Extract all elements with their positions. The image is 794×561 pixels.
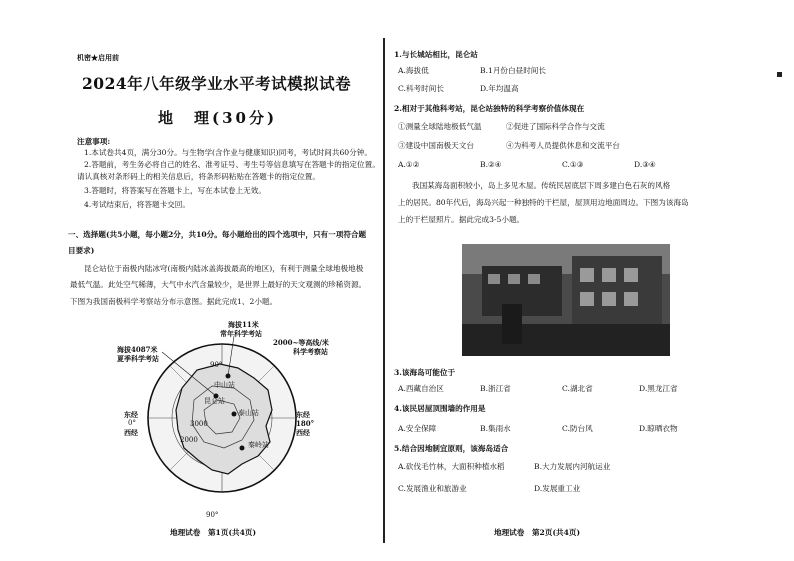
q3-option-d: D.黑龙江省 — [639, 384, 678, 393]
q4-stem: 4.该民居屋顶围墙的作用是 — [394, 404, 486, 413]
q3-option-b: B.浙江省 — [480, 384, 511, 393]
note-3: 3.答题时，将答案写在答题卡上，写在本试卷上无效。 — [84, 186, 266, 195]
q5-option-c: C.发展渔业和旅游业 — [398, 484, 467, 493]
q2-option-a: A.①② — [398, 160, 420, 169]
q3-option-c: C.湖北省 — [562, 384, 593, 393]
exam-title: 2024年八年级学业水平考试模拟试卷 — [82, 74, 352, 93]
scan-mark — [777, 72, 782, 77]
map-label-contour-2: 科学考察站 — [293, 347, 328, 356]
map-label-station-left: 海拔4087米 — [117, 345, 158, 354]
q2-statement-4: ④为科考人员提供休息和交流平台 — [506, 141, 620, 150]
section-heading: 一、选择题(共5小题，每小题2分，共10分。每小题给出的四个选项中，只有一项符合题 — [68, 230, 367, 239]
q2-statement-2: ②促进了国际科学合作与交流 — [506, 122, 605, 131]
q4-option-b: B.集雨水 — [480, 424, 511, 433]
q5-option-d: D.发展重工业 — [534, 484, 581, 493]
note-2: 2.答题前，考生务必将自己的姓名、准考证号、考生号等信息填写在答题卡的指定位置。 — [84, 160, 380, 169]
map-label-west-long: 西经 — [124, 428, 138, 437]
passage-2-line-3: 上的干栏屋照片。据此完成3-5小题。 — [398, 215, 525, 224]
q2-option-c: C.①③ — [562, 160, 584, 169]
q1-option-a: A.海拔低 — [398, 66, 429, 75]
note-1: 1.本试卷共4页，满分30分。与生物学(含作业与健康知识)同考，考试时间共60分钟。 — [84, 148, 372, 157]
map-label-east-180: 东经 — [296, 410, 310, 419]
map-label-station-top: 海拔11米 — [228, 320, 259, 329]
passage-line-1: 昆仑站位于南极内陆冰穹(南极内陆冰盖海拔最高的地区)，有利于测量全球地极地极 — [84, 264, 364, 273]
map-label-deg-top: 90° — [210, 361, 223, 369]
q1-option-b: B.1月份白昼时间长 — [480, 66, 546, 75]
q2-stem: 2.相对于其他科考站，昆仑站独特的科学考察价值体现在 — [394, 104, 585, 113]
map-label-station-top-2: 常年科学考站 — [220, 329, 262, 338]
passage-2-line-1: 我国某海岛面积较小，岛上多见木屋。传统民居底层下周多建白色石灰的风格 — [412, 181, 671, 190]
q5-option-a: A.砍伐毛竹林，大面积种植水稻 — [398, 462, 505, 471]
map-label-east-180-2: 180° — [296, 419, 315, 428]
antarctica-stations-map — [142, 330, 322, 510]
q5-stem: 5.结合因地制宜原则，该海岛适合 — [394, 444, 509, 453]
map-label-east-long: 东经 — [124, 410, 138, 419]
stilt-house-photo — [462, 244, 670, 356]
q3-stem: 3.该海岛可能位于 — [394, 368, 456, 377]
subject-title: 地 理(30分) — [158, 109, 278, 127]
q2-statement-3: ③建设中国南极天文台 — [398, 141, 474, 150]
notes-heading: 注意事项: — [77, 137, 111, 146]
q4-option-d: D.晾晒衣物 — [639, 424, 678, 433]
q4-option-c: C.防台风 — [562, 424, 593, 433]
note-4: 4.考试结束后，将答题卡交回。 — [84, 200, 190, 209]
q3-option-a: A.西藏自治区 — [398, 384, 444, 393]
passage-line-2: 最低气温。此处空气稀薄，大气中水汽含量较少，是世界上最好的天文观测的珍稀资源。 — [70, 280, 367, 289]
q1-option-c: C.科考时间长 — [398, 84, 444, 93]
map-label-taishan: 泰山站 — [238, 409, 259, 417]
right-footer: 地理试卷 第2页(共4页) — [494, 528, 581, 537]
section-heading-cont: 目要求) — [68, 246, 95, 255]
passage-2-line-2: 上的居民。80年代后，海岛兴起一种独特的干栏屋，屋顶用边地面周边。下图为该海岛 — [398, 198, 689, 207]
confidential-label: 机密★启用前 — [77, 53, 119, 62]
left-footer: 地理试卷 第1页(共4页) — [170, 528, 257, 537]
q5-option-b: B.大力发展内河航运业 — [534, 462, 611, 471]
map-label-kunlun: 昆仑站 — [204, 397, 225, 405]
q4-option-a: A.安全保障 — [398, 424, 437, 433]
map-label-qinling: 秦岭站 — [248, 441, 269, 449]
map-label-contour-3000: 3000 — [190, 420, 208, 428]
map-label-west-180: 西经 — [296, 428, 310, 437]
map-label-contour-2000: 2000 — [180, 436, 198, 444]
map-label-contour: 2000~等高线/米 — [273, 338, 329, 347]
q2-option-d: D.③④ — [634, 160, 656, 169]
q2-statement-1: ①测量全球陆地极低气温 — [398, 122, 482, 131]
map-label-zero-deg: 0° — [128, 419, 136, 427]
note-2-cont: 请认真核对条形码上的相关信息后，将条形码粘贴在答题卡的指定位置。 — [77, 172, 320, 181]
q1-stem: 1.与长城站相比，昆仑站 — [394, 50, 478, 59]
page-divider — [383, 38, 385, 543]
passage-line-3: 下图为我国南极科学考察站分布示意图。据此完成1、2小题。 — [70, 297, 278, 306]
map-label-zhongshan: 中山站 — [214, 381, 235, 389]
map-label-deg-bottom: 90° — [206, 511, 219, 519]
q1-option-d: D.年均温高 — [480, 84, 519, 93]
map-label-station-left-2: 夏季科学考站 — [117, 354, 159, 363]
q2-option-b: B.②④ — [480, 160, 502, 169]
